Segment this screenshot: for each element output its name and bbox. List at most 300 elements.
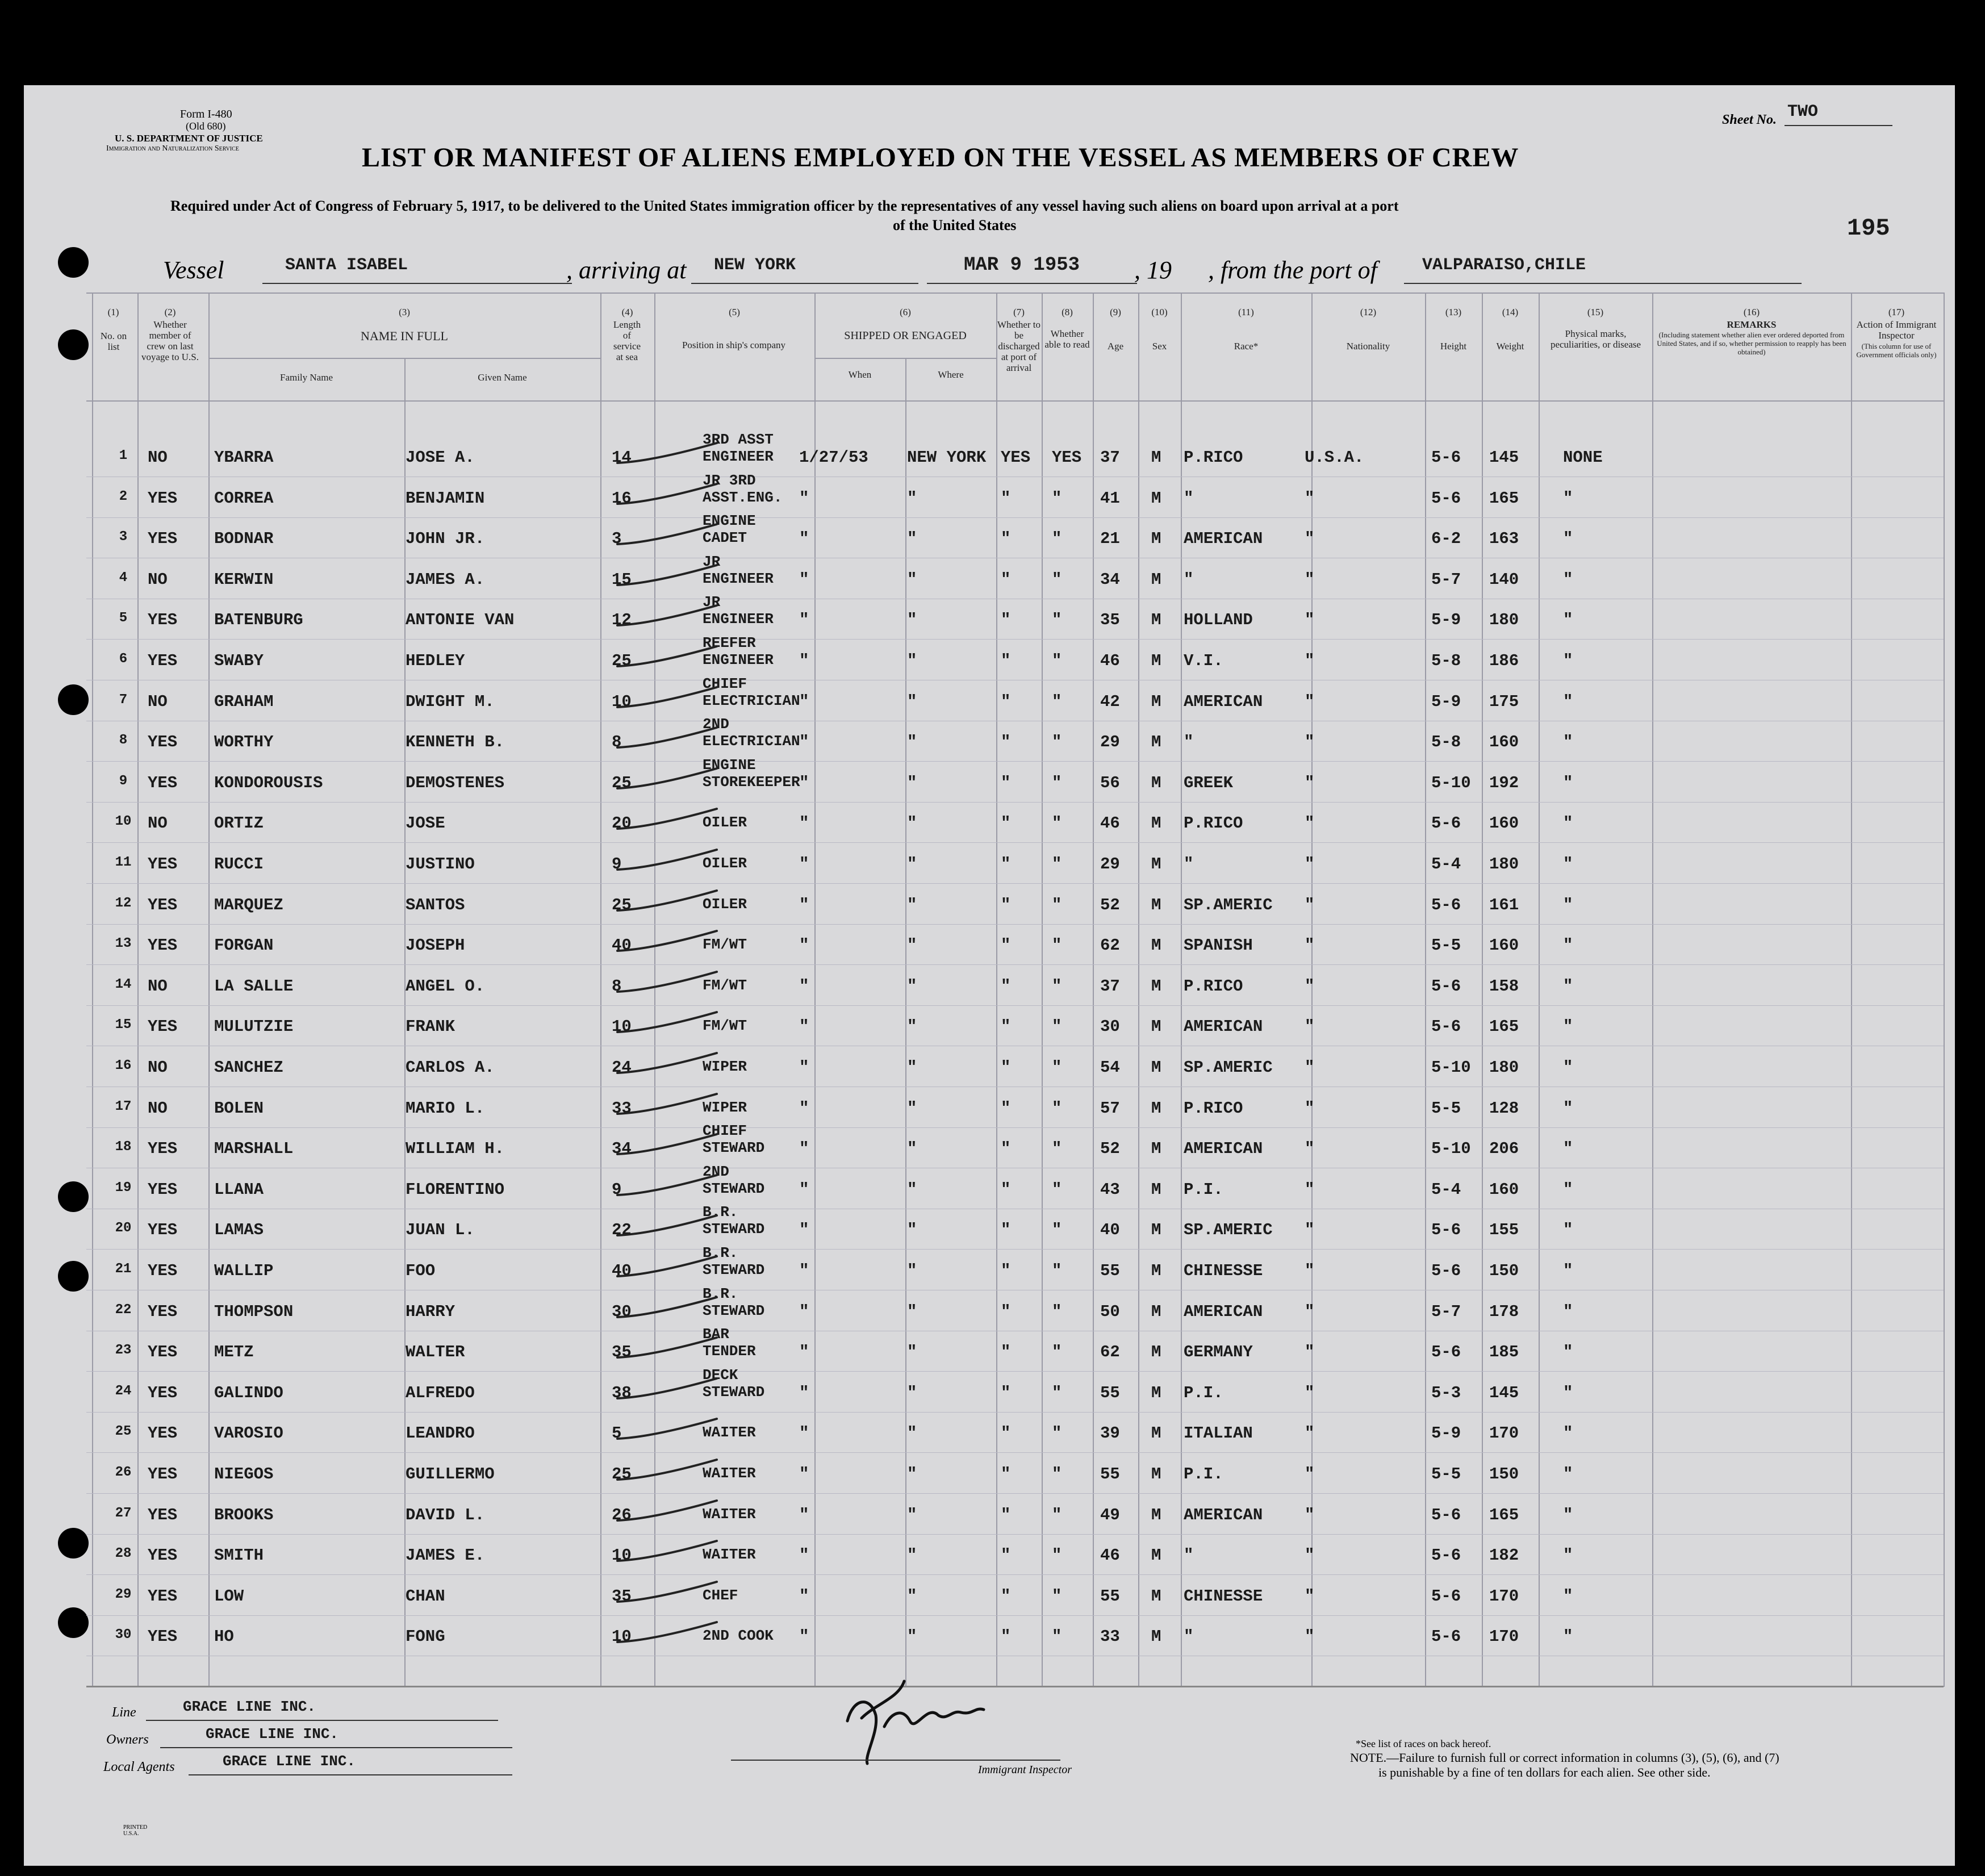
pencil-check-mark [609, 1335, 722, 1369]
height-cell: 5-6 [1431, 1586, 1461, 1606]
given-name-cell: JUAN L. [406, 1221, 475, 1240]
age-cell: 62 [1100, 1343, 1120, 1362]
age-cell: 41 [1100, 488, 1120, 508]
row-rule [86, 639, 1944, 640]
weight-cell: 170 [1489, 1586, 1519, 1606]
sheet-underline [1785, 125, 1892, 126]
sex-cell: M [1151, 1586, 1161, 1606]
race-cell: P.I. [1184, 1383, 1223, 1402]
sheet-label: Sheet No. [1722, 112, 1777, 127]
shipped-where-cell: " [907, 692, 917, 711]
position-cell: WAITER [703, 1505, 756, 1523]
given-name-cell: CHAN [406, 1586, 445, 1606]
family-name-cell: METZ [214, 1343, 254, 1362]
position-cell: STEWARD [703, 1261, 765, 1278]
nationality-cell: " [1305, 1058, 1315, 1077]
given-name-cell: CARLOS A. [406, 1058, 495, 1077]
race-cell: GREEK [1184, 773, 1234, 792]
sex-cell: M [1151, 692, 1161, 711]
column-rule [600, 293, 601, 1687]
nationality-cell: " [1305, 1586, 1315, 1606]
form-old-number: (Old 680) [186, 120, 226, 132]
punch-hole [58, 1261, 89, 1292]
position-cell: STEWARD [703, 1302, 765, 1319]
family-name-cell: LOW [214, 1586, 244, 1606]
family-name-cell: ORTIZ [214, 814, 264, 833]
row-number: 9 [119, 773, 128, 789]
able-to-read-cell: " [1052, 1383, 1062, 1402]
height-cell: 5-9 [1431, 692, 1461, 711]
shipped-when-cell: " [799, 488, 809, 508]
last-voyage-cell: NO [148, 1098, 168, 1118]
arriving-underline [691, 283, 918, 284]
weight-cell: 161 [1489, 895, 1519, 914]
sex-cell: M [1151, 855, 1161, 874]
race-cell: P.I. [1184, 1180, 1223, 1199]
owners-value: GRACE LINE INC. [206, 1725, 339, 1743]
physical-marks-cell: " [1563, 1343, 1573, 1362]
service-years-cell: 35 [612, 1343, 632, 1362]
able-to-read-cell: " [1052, 1261, 1062, 1280]
position-cell: WAITER [703, 1424, 756, 1442]
able-to-read-cell: " [1052, 611, 1062, 630]
nationality-cell: " [1305, 488, 1315, 508]
service-years-cell: 34 [612, 1139, 632, 1159]
pencil-check-mark [609, 644, 722, 678]
age-cell: 54 [1100, 1058, 1120, 1077]
col-15-header: Physical marks, peculiarities, or disease [1550, 328, 1641, 350]
pencil-check-mark [609, 847, 722, 881]
shipped-when-cell: " [799, 1546, 809, 1565]
line-underline [146, 1720, 498, 1721]
penalty-note-line2: is punishable by a fine of ten dollars for each alien. See other side. [1378, 1765, 1711, 1779]
position-line1-cell: JR 3RD [703, 471, 756, 489]
weight-cell: 180 [1489, 611, 1519, 630]
family-name-cell: THOMPSON [214, 1302, 294, 1321]
year-label: , 19 [1134, 256, 1172, 284]
punch-hole [58, 1607, 89, 1638]
service-years-cell: 16 [612, 488, 632, 508]
service-years-cell: 33 [612, 1098, 632, 1118]
position-cell: ELECTRICIAN [703, 733, 800, 750]
shipped-when-cell: " [799, 1221, 809, 1240]
position-line1-cell: REEFER [703, 634, 756, 651]
able-to-read-cell: " [1052, 1586, 1062, 1606]
position-cell: ASST.ENG. [703, 488, 783, 506]
last-voyage-cell: YES [148, 895, 178, 914]
col-10-number: (10) [1151, 307, 1168, 317]
col-3a-header: Family Name [279, 372, 333, 383]
owners-label: Owners [106, 1732, 149, 1747]
given-name-cell: ANGEL O. [406, 976, 485, 996]
age-cell: 29 [1100, 733, 1120, 752]
able-to-read-cell: " [1052, 855, 1062, 874]
height-cell: 5-5 [1431, 936, 1461, 955]
col-1-number: (1) [107, 307, 119, 317]
service-years-cell: 25 [612, 773, 632, 792]
position-cell: ENGINEER [703, 570, 774, 587]
col-7-header: Whether to be discharged at port of arrival [997, 319, 1040, 373]
shipped-where-cell: " [907, 1180, 917, 1199]
race-cell: " [1184, 1627, 1194, 1647]
age-cell: 21 [1100, 529, 1120, 549]
position-line1-cell: 2ND [703, 1163, 729, 1180]
shipped-when-cell: 1/27/53 [799, 448, 868, 467]
physical-marks-cell: " [1563, 570, 1573, 589]
age-cell: 46 [1100, 651, 1120, 670]
column-rule [92, 293, 93, 1687]
race-cell: CHINESSE [1184, 1586, 1263, 1606]
age-cell: 57 [1100, 1098, 1120, 1118]
sex-cell: M [1151, 1383, 1161, 1402]
row-number: 10 [115, 814, 132, 830]
position-line1-cell: ENGINE [703, 512, 756, 530]
family-name-cell: RUCCI [214, 855, 264, 874]
family-name-cell: WORTHY [214, 733, 274, 752]
row-rule [86, 924, 1944, 925]
race-cell: " [1184, 733, 1194, 752]
height-cell: 6-2 [1431, 529, 1461, 549]
weight-cell: 192 [1489, 773, 1519, 792]
shipped-where-cell: " [907, 611, 917, 630]
sex-cell: M [1151, 1343, 1161, 1362]
shipped-where-cell: " [907, 1505, 917, 1524]
race-cell: AMERICAN [1184, 692, 1263, 711]
shipped-when-cell: " [799, 855, 809, 874]
discharge-cell: " [1001, 976, 1011, 996]
col-12-number: (12) [1360, 307, 1377, 317]
discharge-cell: " [1001, 773, 1011, 792]
discharge-cell: " [1001, 651, 1011, 670]
shipped-where-cell: " [907, 814, 917, 833]
able-to-read-cell: " [1052, 1505, 1062, 1524]
race-cell: AMERICAN [1184, 1139, 1263, 1159]
age-cell: 62 [1100, 936, 1120, 955]
family-name-cell: SWABY [214, 651, 264, 670]
pencil-check-mark [609, 1254, 722, 1288]
last-voyage-cell: NO [148, 448, 168, 467]
position-cell: TENDER [703, 1343, 756, 1360]
height-cell: 5-6 [1431, 976, 1461, 996]
header-rule [208, 358, 600, 359]
sex-cell: M [1151, 733, 1161, 752]
shipped-when-cell: " [799, 570, 809, 589]
nationality-cell: " [1305, 529, 1315, 549]
height-cell: 5-10 [1431, 1058, 1471, 1077]
pencil-check-mark [609, 1294, 722, 1328]
age-cell: 55 [1100, 1383, 1120, 1402]
family-name-cell: SANCHEZ [214, 1058, 283, 1077]
family-name-cell: VAROSIO [214, 1424, 283, 1443]
position-cell: CHEF [703, 1586, 738, 1604]
position-cell: CADET [703, 529, 747, 547]
race-cell: AMERICAN [1184, 1302, 1263, 1321]
weight-cell: 165 [1489, 1017, 1519, 1037]
weight-cell: 160 [1489, 733, 1519, 752]
discharge-cell: " [1001, 814, 1011, 833]
printer-mark: PRINTED U.S.A. [123, 1824, 148, 1837]
service-years-cell: 24 [612, 1058, 632, 1077]
service-years-cell: 10 [612, 1546, 632, 1565]
physical-marks-cell: " [1563, 733, 1573, 752]
race-cell: V.I. [1184, 651, 1223, 670]
discharge-cell: " [1001, 895, 1011, 914]
shipped-where-cell: " [907, 1261, 917, 1280]
sex-cell: M [1151, 1546, 1161, 1565]
able-to-read-cell: " [1052, 1546, 1062, 1565]
height-cell: 5-9 [1431, 611, 1461, 630]
row-number: 28 [115, 1546, 132, 1562]
last-voyage-cell: YES [148, 1302, 178, 1321]
physical-marks-cell: " [1563, 1302, 1573, 1321]
race-cell: P.RICO [1184, 976, 1243, 996]
row-number: 22 [115, 1302, 132, 1318]
col-17-number: (17) [1888, 307, 1905, 317]
position-cell: ELECTRICIAN [703, 692, 800, 709]
physical-marks-cell: " [1563, 855, 1573, 874]
nationality-cell: " [1305, 936, 1315, 955]
service-years-cell: 12 [612, 611, 632, 630]
weight-cell: 163 [1489, 529, 1519, 549]
race-cell: AMERICAN [1184, 529, 1263, 549]
date-underline [927, 283, 1137, 284]
height-cell: 5-7 [1431, 1302, 1461, 1321]
nationality-cell: " [1305, 814, 1315, 833]
sex-cell: M [1151, 488, 1161, 508]
last-voyage-cell: YES [148, 1221, 178, 1240]
height-cell: 5-6 [1431, 488, 1461, 508]
col-9-header: Age [1107, 341, 1124, 352]
given-name-cell: JAMES A. [406, 570, 485, 589]
physical-marks-cell: " [1563, 1505, 1573, 1524]
line-value: GRACE LINE INC. [183, 1698, 316, 1715]
age-cell: 55 [1100, 1261, 1120, 1280]
race-cell: AMERICAN [1184, 1505, 1263, 1524]
shipped-when-cell: " [799, 1098, 809, 1118]
last-voyage-cell: NO [148, 976, 168, 996]
pencil-check-mark [609, 806, 722, 840]
column-rule [1425, 293, 1426, 1687]
position-line1-cell: CHIEF [703, 675, 747, 692]
col-17-subheader: (This column for use of Government officials only) [1856, 342, 1937, 359]
service-years-cell: 25 [612, 651, 632, 670]
pencil-check-mark [609, 888, 722, 922]
nationality-cell: " [1305, 733, 1315, 752]
discharge-cell: " [1001, 1058, 1011, 1077]
discharge-cell: " [1001, 1261, 1011, 1280]
row-number: 3 [119, 529, 128, 545]
row-number: 14 [115, 976, 132, 992]
able-to-read-cell: " [1052, 895, 1062, 914]
nationality-cell: " [1305, 1302, 1315, 1321]
shipped-when-cell: " [799, 1180, 809, 1199]
age-cell: 46 [1100, 1546, 1120, 1565]
col-16-subheader: (Including statement whether alien ever ordered deported from United States, and if so, whether permission to reapply has been obtained) [1657, 331, 1846, 356]
nationality-cell: U.S.A. [1305, 448, 1364, 467]
service-years-cell: 3 [612, 529, 622, 549]
nationality-cell: " [1305, 1180, 1315, 1199]
pencil-check-mark [609, 1619, 722, 1653]
from-port: VALPARAISO,CHILE [1422, 256, 1586, 275]
shipped-where-cell: " [907, 1139, 917, 1159]
row-rule [86, 1615, 1944, 1616]
weight-cell: 145 [1489, 1383, 1519, 1402]
pencil-check-mark [609, 562, 722, 596]
col-11-number: (11) [1238, 307, 1254, 317]
agents-value: GRACE LINE INC. [223, 1753, 356, 1770]
nationality-cell: " [1305, 1424, 1315, 1443]
last-voyage-cell: YES [148, 1383, 178, 1402]
pencil-check-mark [609, 521, 722, 555]
service-years-cell: 25 [612, 895, 632, 914]
weight-cell: 165 [1489, 488, 1519, 508]
row-number: 23 [115, 1343, 132, 1359]
form-subtitle-line2: of the United States [893, 217, 1017, 233]
row-rule [86, 1452, 1944, 1453]
given-name-cell: FLORENTINO [406, 1180, 505, 1199]
height-cell: 5-4 [1431, 1180, 1461, 1199]
weight-cell: 155 [1489, 1221, 1519, 1240]
race-cell: CHINESSE [1184, 1261, 1263, 1280]
last-voyage-cell: YES [148, 1139, 178, 1159]
weight-cell: 160 [1489, 936, 1519, 955]
form-service: Immigration and Naturalization Service [106, 144, 239, 153]
pencil-check-mark [609, 725, 722, 759]
col-11-header: Race* [1234, 341, 1259, 352]
pencil-check-mark [609, 1050, 722, 1084]
physical-marks-cell: " [1563, 488, 1573, 508]
sex-cell: M [1151, 773, 1161, 792]
family-name-cell: LLANA [214, 1180, 264, 1199]
shipped-when-cell: " [799, 529, 809, 549]
given-name-cell: ALFREDO [406, 1383, 475, 1402]
col-4-header: Length of service at sea [613, 319, 641, 362]
inspector-signature-line [731, 1760, 1060, 1761]
vessel-name: SANTA ISABEL [285, 256, 408, 275]
able-to-read-cell: " [1052, 1180, 1062, 1199]
nationality-cell: " [1305, 1505, 1315, 1524]
given-name-cell: MARIO L. [406, 1098, 485, 1118]
sex-cell: M [1151, 1017, 1161, 1037]
physical-marks-cell: " [1563, 1098, 1573, 1118]
given-name-cell: JOSE [406, 814, 445, 833]
given-name-cell: JAMES E. [406, 1546, 485, 1565]
discharge-cell: " [1001, 1180, 1011, 1199]
last-voyage-cell: YES [148, 611, 178, 630]
row-number: 26 [115, 1465, 132, 1480]
shipped-where-cell: " [907, 651, 917, 670]
agents-underline [189, 1774, 512, 1775]
punch-hole [58, 1181, 89, 1212]
weight-cell: 180 [1489, 1058, 1519, 1077]
height-cell: 5-6 [1431, 1505, 1461, 1524]
position-line1-cell: B.R. [703, 1285, 738, 1302]
position-cell: 2ND COOK [703, 1627, 774, 1645]
row-rule [86, 1127, 1944, 1128]
shipped-when-cell: " [799, 976, 809, 996]
height-cell: 5-6 [1431, 1221, 1461, 1240]
given-name-cell: JOHN JR. [406, 529, 485, 549]
family-name-cell: HO [214, 1627, 234, 1647]
physical-marks-cell: " [1563, 814, 1573, 833]
last-voyage-cell: YES [148, 1465, 178, 1484]
last-voyage-cell: NO [148, 692, 168, 711]
given-name-cell: GUILLERMO [406, 1465, 495, 1484]
physical-marks-cell: " [1563, 1586, 1573, 1606]
line-label: Line [112, 1705, 136, 1720]
age-cell: 55 [1100, 1465, 1120, 1484]
col-3b-header: Given Name [478, 372, 527, 383]
shipped-when-cell: " [799, 1261, 809, 1280]
given-name-cell: DAVID L. [406, 1505, 485, 1524]
column-rule [1181, 293, 1182, 1687]
weight-cell: 145 [1489, 448, 1519, 467]
shipped-where-cell: " [907, 1058, 917, 1077]
service-years-cell: 40 [612, 936, 632, 955]
weight-cell: 150 [1489, 1261, 1519, 1280]
weight-cell: 186 [1489, 651, 1519, 670]
row-number: 12 [115, 895, 132, 911]
family-name-cell: KONDOROUSIS [214, 773, 323, 792]
pencil-check-mark [609, 1172, 722, 1206]
col-6a-header: When [848, 369, 872, 380]
nationality-cell: " [1305, 1465, 1315, 1484]
col-17-header: Action of Immigrant Inspector [1856, 319, 1937, 341]
service-years-cell: 38 [612, 1383, 632, 1402]
nationality-cell: " [1305, 1221, 1315, 1240]
last-voyage-cell: YES [148, 733, 178, 752]
discharge-cell: " [1001, 692, 1011, 711]
column-rule [814, 293, 816, 1687]
given-name-cell: FONG [406, 1627, 445, 1647]
position-cell: WIPER [703, 1058, 747, 1075]
arrival-date-stamp: MAR 9 1953 [964, 254, 1080, 276]
nationality-cell: " [1305, 1098, 1315, 1118]
height-cell: 5-6 [1431, 1546, 1461, 1565]
race-cell: AMERICAN [1184, 1017, 1263, 1037]
row-rule [86, 1493, 1944, 1494]
able-to-read-cell: " [1052, 488, 1062, 508]
able-to-read-cell: " [1052, 1627, 1062, 1647]
col-2-number: (2) [164, 307, 176, 317]
given-name-cell: FOO [406, 1261, 436, 1280]
age-cell: 40 [1100, 1221, 1120, 1240]
age-cell: 29 [1100, 855, 1120, 874]
shipped-when-cell: " [799, 1627, 809, 1647]
sex-cell: M [1151, 611, 1161, 630]
height-cell: 5-10 [1431, 773, 1471, 792]
shipped-when-cell: " [799, 773, 809, 792]
given-name-cell: HEDLEY [406, 651, 465, 670]
age-cell: 37 [1100, 976, 1120, 996]
physical-marks-cell: " [1563, 1383, 1573, 1402]
row-number: 1 [119, 448, 128, 463]
shipped-when-cell: " [799, 936, 809, 955]
family-name-cell: BROOKS [214, 1505, 274, 1524]
height-cell: 5-7 [1431, 570, 1461, 589]
sex-cell: M [1151, 1465, 1161, 1484]
position-cell: FM/WT [703, 976, 747, 994]
position-cell: FM/WT [703, 936, 747, 954]
last-voyage-cell: YES [148, 855, 178, 874]
pencil-check-mark [609, 1131, 722, 1165]
physical-marks-cell: " [1563, 1261, 1573, 1280]
row-number: 30 [115, 1627, 132, 1643]
shipped-where-cell: " [907, 1302, 917, 1321]
physical-marks-cell: " [1563, 895, 1573, 914]
col-3-header: NAME IN FULL [361, 329, 448, 343]
shipped-when-cell: " [799, 1017, 809, 1037]
